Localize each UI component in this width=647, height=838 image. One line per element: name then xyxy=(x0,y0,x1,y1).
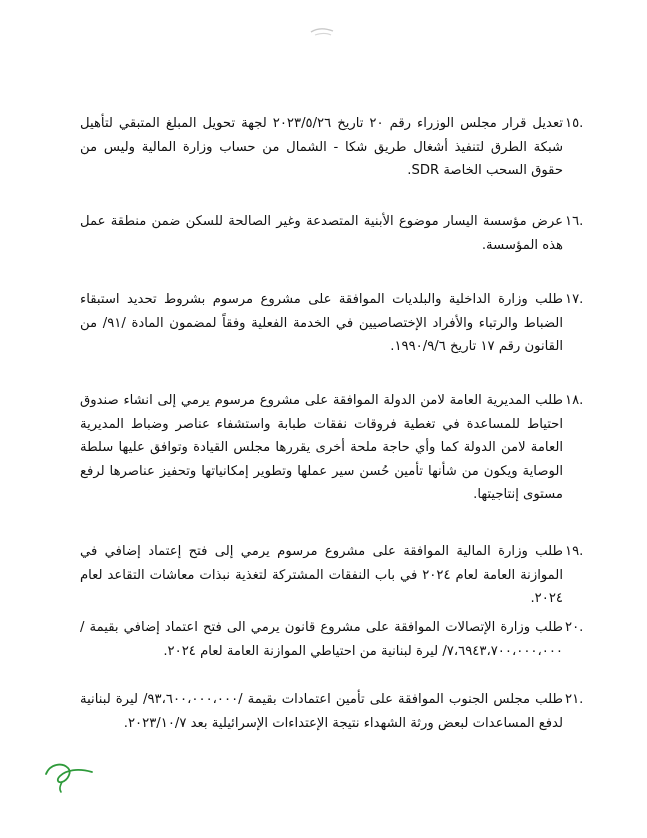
agenda-item-15 xyxy=(80,112,584,183)
item-number: .١٥ xyxy=(565,116,584,131)
agenda-item-18 xyxy=(80,389,584,507)
agenda-item-21 xyxy=(80,688,584,735)
item-number: .٢٠ xyxy=(565,620,584,635)
agenda-item-19 xyxy=(80,540,584,611)
item-text: طلب المديرية العامة لامن الدولة الموافقة على مشروع مرسوم يرمي إلى انشاء صندوق احتياط للمساعدة في تغطية فروقات نفقات طبابة واستشفاء عناصر وضباط المديرية العامة لامن الدولة كما وأي حاجة ملحة أخرى يقررها مجلس القيادة وتوافق عليها سلطة الوصاية ويكون من شأنها تأمين حُسن سير عملها وتطوير إمكانياتها وتحفيز عناصرها لرفع مستوى إنتاجيتها. xyxy=(80,393,563,502)
item-number: .١٧ xyxy=(565,292,584,307)
item-text: طلب وزارة المالية الموافقة على مشروع مرسوم يرمي إلى فتح إعتماد إضافي في الموازنة العامة لعام ٢٠٢٤ في باب النفقات المشتركة لتغذية نبذات معاشات التقاعد لعام ٢٠٢٤. xyxy=(80,544,563,606)
item-number: .١٨ xyxy=(565,393,584,408)
item-text: عرض مؤسسة اليسار موضوع الأبنية المتصدعة وغير الصالحة للسكن ضمن منطقة عمل هذه المؤسسة. xyxy=(80,214,563,253)
scan-artifact-mark xyxy=(303,22,343,40)
handwritten-signature xyxy=(38,758,100,794)
agenda-item-16 xyxy=(80,210,584,257)
item-number: .٢١ xyxy=(565,692,584,707)
agenda-item-17 xyxy=(80,288,584,359)
item-number: .١٦ xyxy=(565,214,584,229)
item-text: طلب مجلس الجنوب الموافقة على تأمين اعتمادات بقيمة /٩٣،٦٠٠،٠٠٠،٠٠٠/ ليرة لبنانية لدفع المساعدات لبعض ورثة الشهداء نتيجة الإعتداءات الإسرائيلية بعد ٢٠٢٣/١٠/٧. xyxy=(80,692,563,731)
item-text: تعديل قرار مجلس الوزراء رقم ٢٠ تاريخ ٢٠٢٣/٥/٢٦ لجهة تحويل المبلغ المتبقي لتأهيل شبكة الطرق لتنفيذ أشغال طريق شكا - الشمال من حساب وزارة المالية وليس من حقوق السحب الخاصة SDR. xyxy=(80,116,563,178)
item-text: طلب وزارة الإتصالات الموافقة على مشروع قانون يرمي الى فتح اعتماد إضافي بقيمة /٧،٦٩٤٣،٧٠٠،٠٠٠،٠٠٠/ ليرة لبنانية من احتياطي الموازنة العامة لعام ٢٠٢٤. xyxy=(80,620,563,659)
item-number: .١٩ xyxy=(565,544,584,559)
agenda-item-20 xyxy=(80,616,584,663)
item-text: طلب وزارة الداخلية والبلديات الموافقة على مشروع مرسوم بشروط تحديد استبقاء الضباط والرتباء والأفراد الإختصاصيين في الخدمة الفعلية وفقاً لمضمون المادة /٩١/ من القانون رقم ١٧ تاريخ ١٩٩٠/٩/٦. xyxy=(80,292,563,354)
